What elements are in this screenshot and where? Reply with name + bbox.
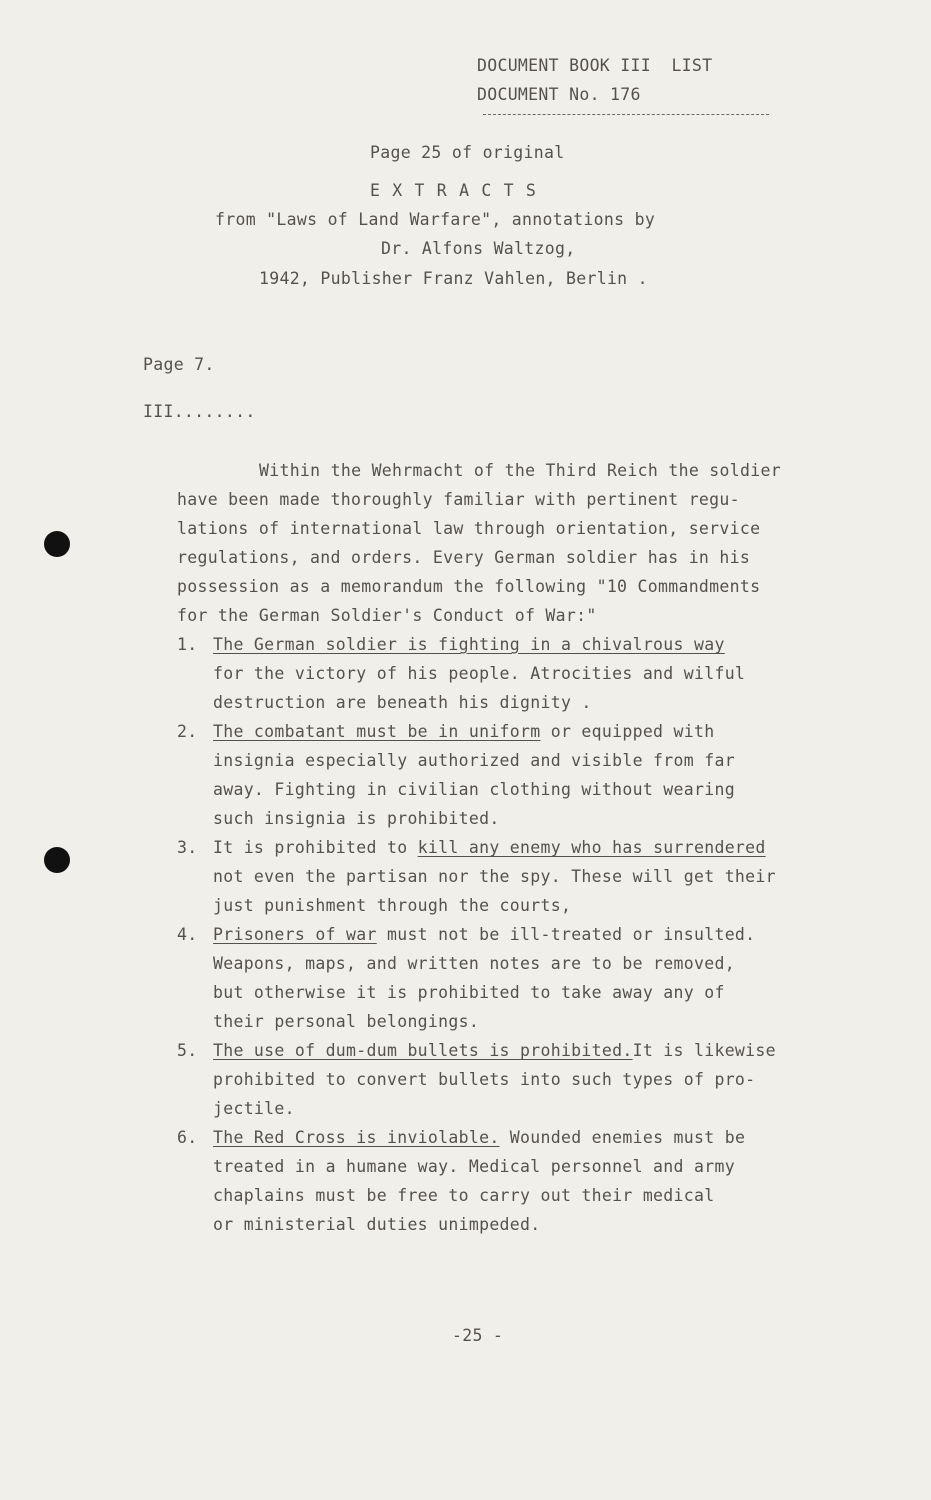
item-text: must not be ill-treated or insulted. — [376, 925, 756, 944]
item-line: just punishment through the courts, — [213, 896, 572, 915]
section-page: Page 7. — [143, 355, 215, 374]
item-text: Wounded enemies must be — [499, 1128, 746, 1147]
item-number: 2. — [177, 722, 198, 741]
item-line: for the victory of his people. Atrocities and wilful — [213, 664, 746, 683]
item-line: destruction are beneath his dignity . — [213, 693, 592, 712]
section-part: III........ — [143, 402, 256, 421]
commandment-3 — [177, 838, 766, 858]
item-line: but otherwise it is prohibited to take away any of — [213, 983, 725, 1002]
document-number: DOCUMENT No. 176 — [477, 85, 641, 104]
header-rule — [483, 114, 769, 115]
intro-line: regulations, and orders. Every German soldier has in his — [177, 548, 751, 567]
punch-hole-top — [44, 531, 70, 557]
commandment-1 — [177, 635, 725, 655]
intro-line: for the German Soldier's Conduct of War:" — [177, 606, 597, 625]
item-line: not even the partisan nor the spy. These will get their — [213, 867, 776, 886]
item-line: their personal belongings. — [213, 1012, 480, 1031]
item-line: prohibited to convert bullets into such types of pro- — [213, 1070, 756, 1089]
extracts-heading: E X T R A C T S — [370, 181, 538, 200]
item-line: insignia especially authorized and visible from far — [213, 751, 735, 770]
commandment-2 — [177, 722, 714, 742]
original-page-reference: Page 25 of original — [370, 143, 565, 162]
item-underlined-text: Prisoners of war — [213, 925, 377, 944]
item-number: 6. — [177, 1128, 198, 1147]
item-line: jectile. — [213, 1099, 295, 1118]
source-author-line: Dr. Alfons Waltzog, — [381, 239, 576, 258]
intro-line: lations of international law through orientation, service — [177, 519, 761, 538]
commandment-5 — [177, 1041, 776, 1061]
item-line: Weapons, maps, and written notes are to be removed, — [213, 954, 735, 973]
item-number: 5. — [177, 1041, 198, 1060]
item-line: away. Fighting in civilian clothing without wearing — [213, 780, 735, 799]
item-underlined-text: The Red Cross is inviolable. — [213, 1128, 500, 1147]
source-title-line: from "Laws of Land Warfare", annotations by — [215, 210, 656, 229]
item-number: 4. — [177, 925, 198, 944]
item-underlined-text: The German soldier is fighting in a chivalrous way — [213, 635, 725, 654]
source-publisher-line: 1942, Publisher Franz Vahlen, Berlin . — [259, 269, 648, 288]
item-line: chaplains must be free to carry out their medical — [213, 1186, 715, 1205]
item-text: or equipped with — [540, 722, 715, 741]
commandment-4 — [177, 925, 755, 945]
document-book-label: DOCUMENT BOOK III LIST — [477, 56, 713, 75]
page-number: -25 - — [452, 1326, 504, 1345]
punch-hole-bottom — [44, 847, 70, 873]
item-underlined-text: The combatant must be in uniform — [213, 722, 541, 741]
item-line: such insignia is prohibited. — [213, 809, 500, 828]
item-number: 3. — [177, 838, 198, 857]
intro-line: Within the Wehrmacht of the Third Reich the soldier — [259, 461, 781, 480]
item-underlined-text: kill any enemy who has surrendered — [417, 838, 766, 857]
item-underlined-text: The use of dum-dum bullets is prohibited. — [213, 1041, 633, 1060]
item-text: It is likewise — [632, 1041, 776, 1060]
intro-line: possession as a memorandum the following "10 Commandments — [177, 577, 761, 596]
item-number: 1. — [177, 635, 198, 654]
commandment-6 — [177, 1128, 745, 1148]
intro-line: have been made thoroughly familiar with pertinent regu- — [177, 490, 740, 509]
item-line: treated in a humane way. Medical personnel and army — [213, 1157, 735, 1176]
item-text: It is prohibited to — [213, 838, 418, 857]
item-line: or ministerial duties unimpeded. — [213, 1215, 541, 1234]
